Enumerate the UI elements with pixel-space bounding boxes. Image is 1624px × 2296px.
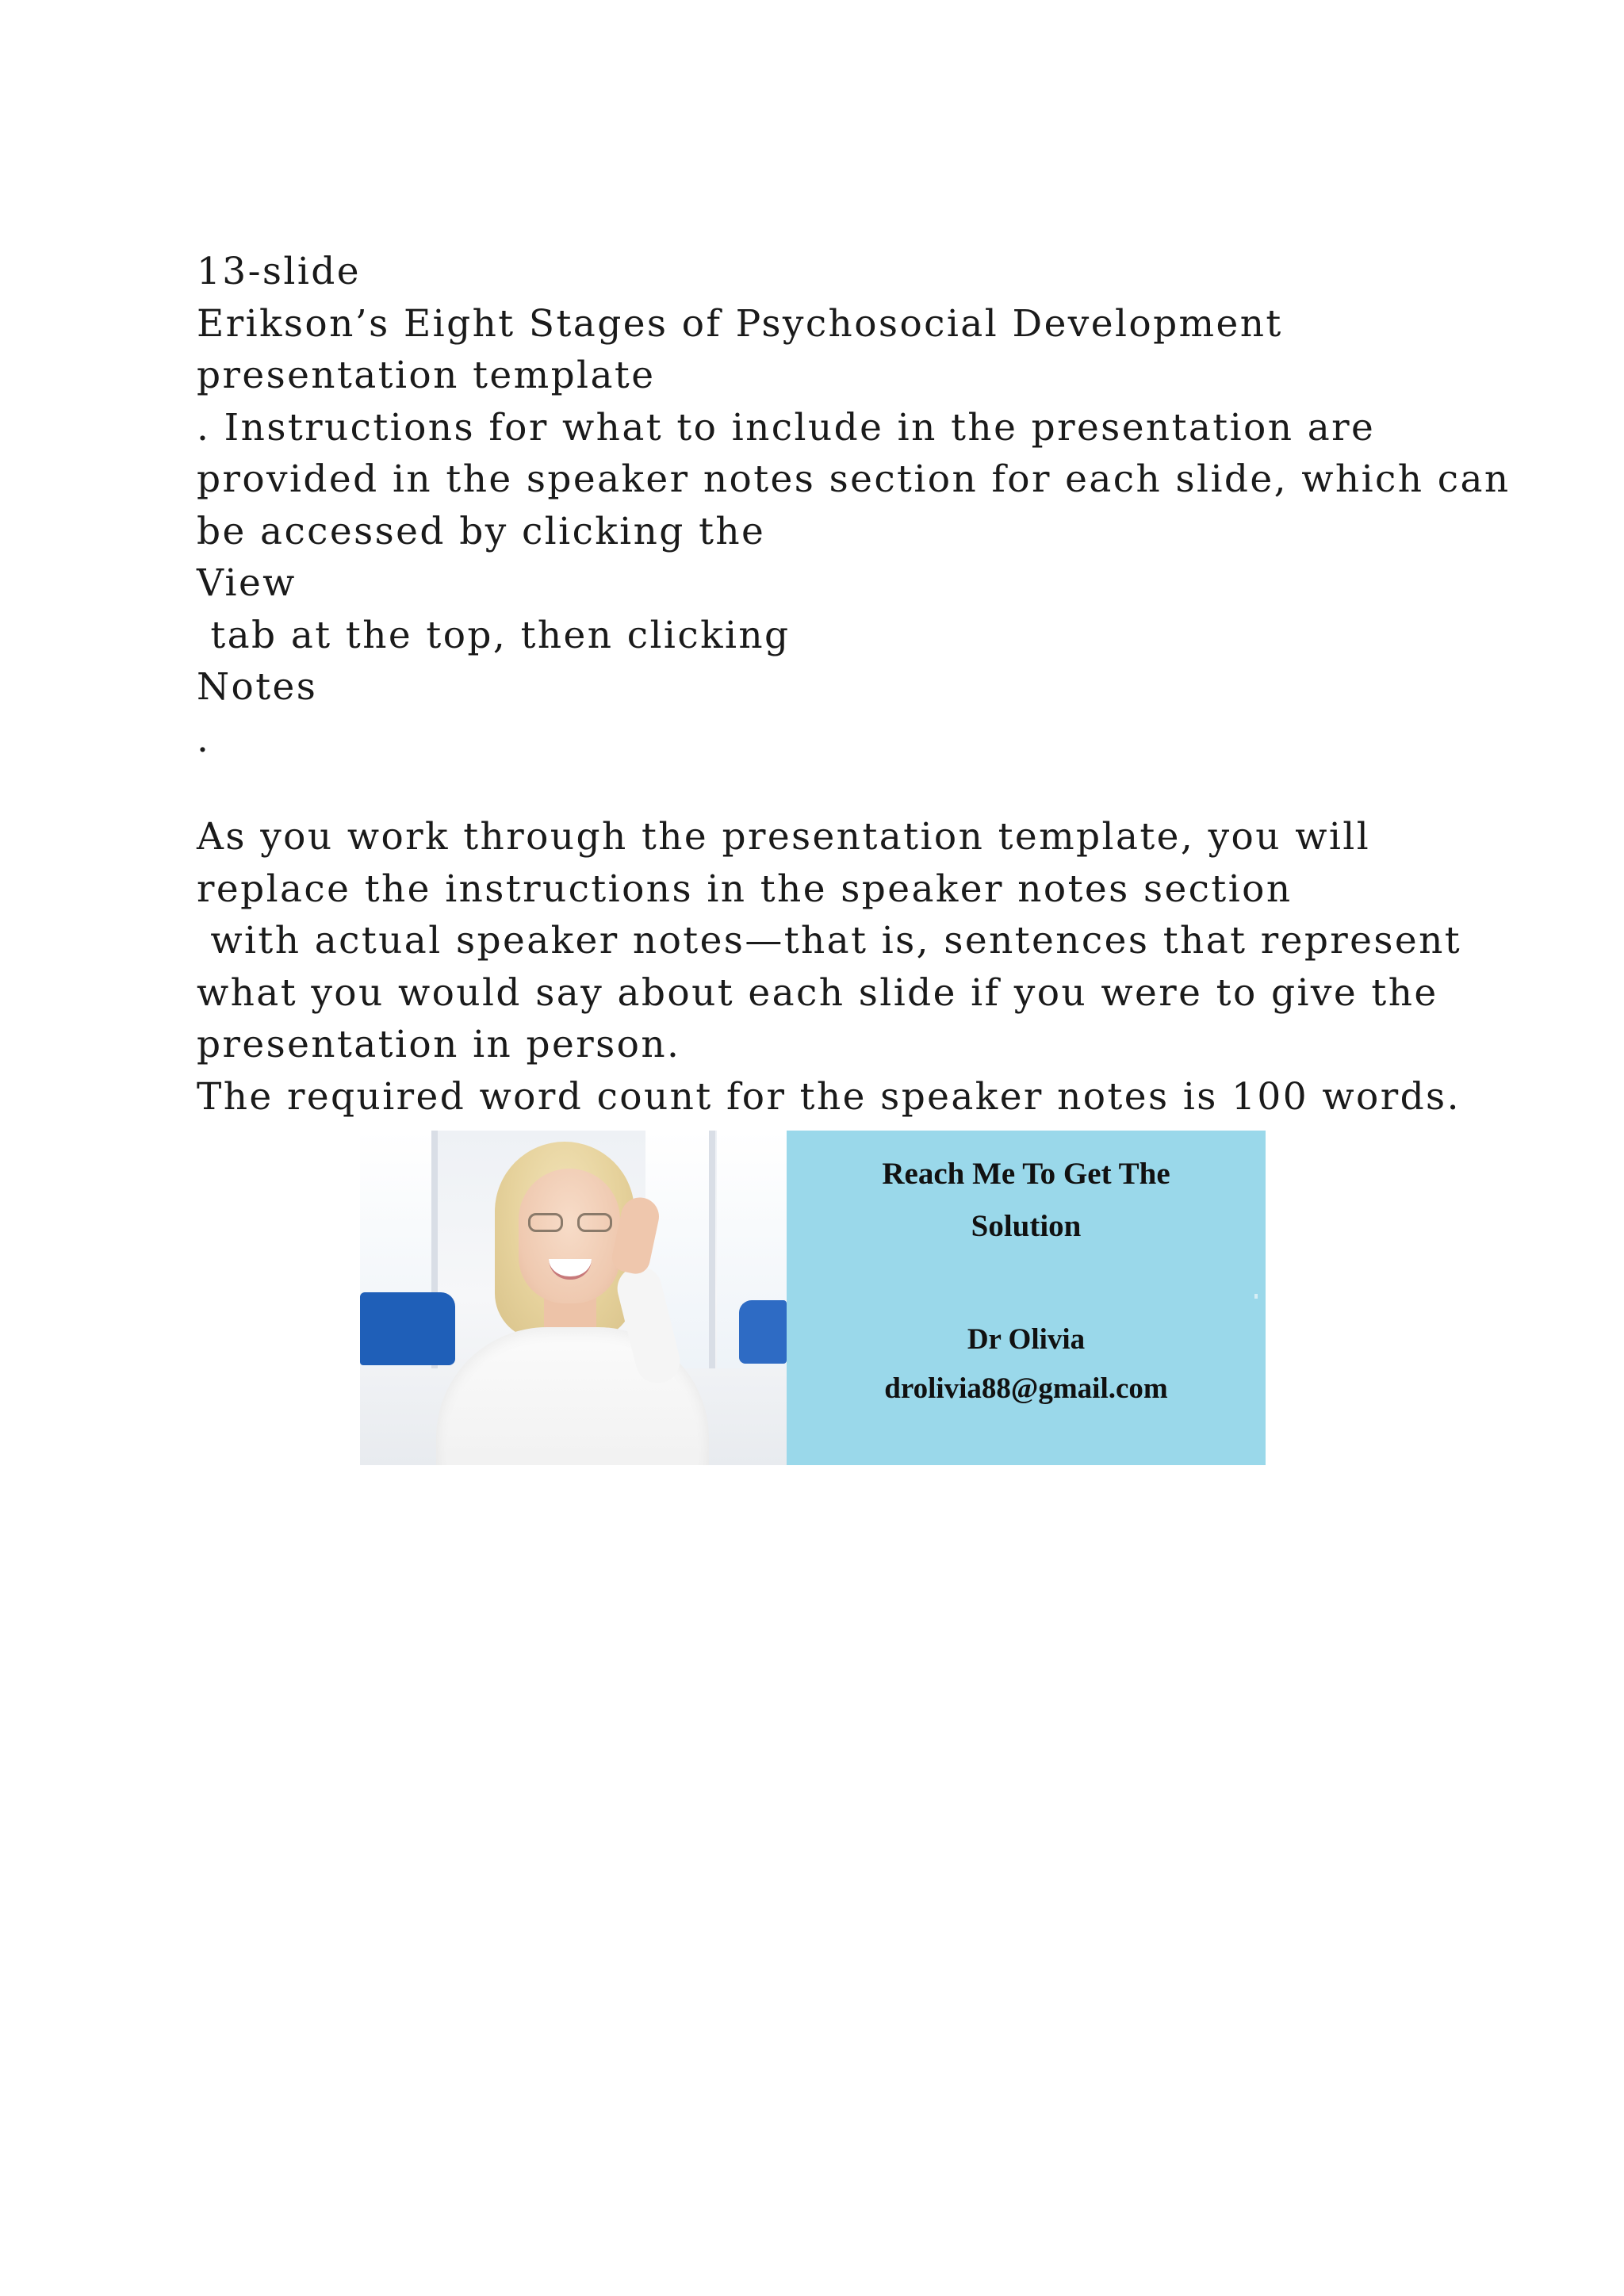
text-line: provided in the speaker notes section for each slide, which can	[197, 457, 1511, 501]
text-line: As you work through the presentation template, you will	[197, 815, 1371, 859]
text-line: 13-slide	[197, 250, 361, 293]
text-line: what you would say about each slide if you were to give the	[197, 970, 1438, 1015]
chair-decoration	[360, 1292, 455, 1365]
text-line: be accessed by clicking the	[197, 509, 766, 553]
speck-decoration	[1254, 1294, 1258, 1299]
glasses-icon	[528, 1213, 612, 1234]
chair-decoration	[739, 1300, 787, 1364]
text-line: The required word count for the speaker notes is 100 words.	[197, 1074, 1461, 1119]
blank-line	[197, 765, 1481, 811]
text-line: .	[197, 717, 211, 761]
banner-heading-line2: Solution	[971, 1209, 1082, 1243]
contact-email: drolivia88@gmail.com	[884, 1372, 1168, 1405]
text-line: with actual speaker notes—that is, sentences that represent	[197, 919, 1462, 962]
contact-name: Dr Olivia	[967, 1323, 1086, 1356]
banner-heading-line1: Reach Me To Get The	[882, 1157, 1170, 1191]
text-line: presentation in person.	[197, 1023, 681, 1066]
text-line: presentation template	[197, 354, 656, 397]
text-line: Notes	[197, 665, 318, 709]
woman-photo	[360, 1131, 787, 1465]
face-shape	[519, 1169, 620, 1303]
text-line: tab at the top, then clicking	[197, 613, 791, 657]
document-text	[197, 246, 1511, 1123]
text-line: Erikson’s Eight Stages of Psychosocial Development	[197, 301, 1283, 346]
text-line: . Instructions for what to include in the presentation are	[197, 405, 1376, 450]
text-line: replace the instructions in the speaker notes section	[197, 867, 1293, 911]
text-line: View	[197, 561, 297, 605]
contact-banner	[360, 1131, 1266, 1465]
contact-info-panel	[787, 1131, 1266, 1465]
